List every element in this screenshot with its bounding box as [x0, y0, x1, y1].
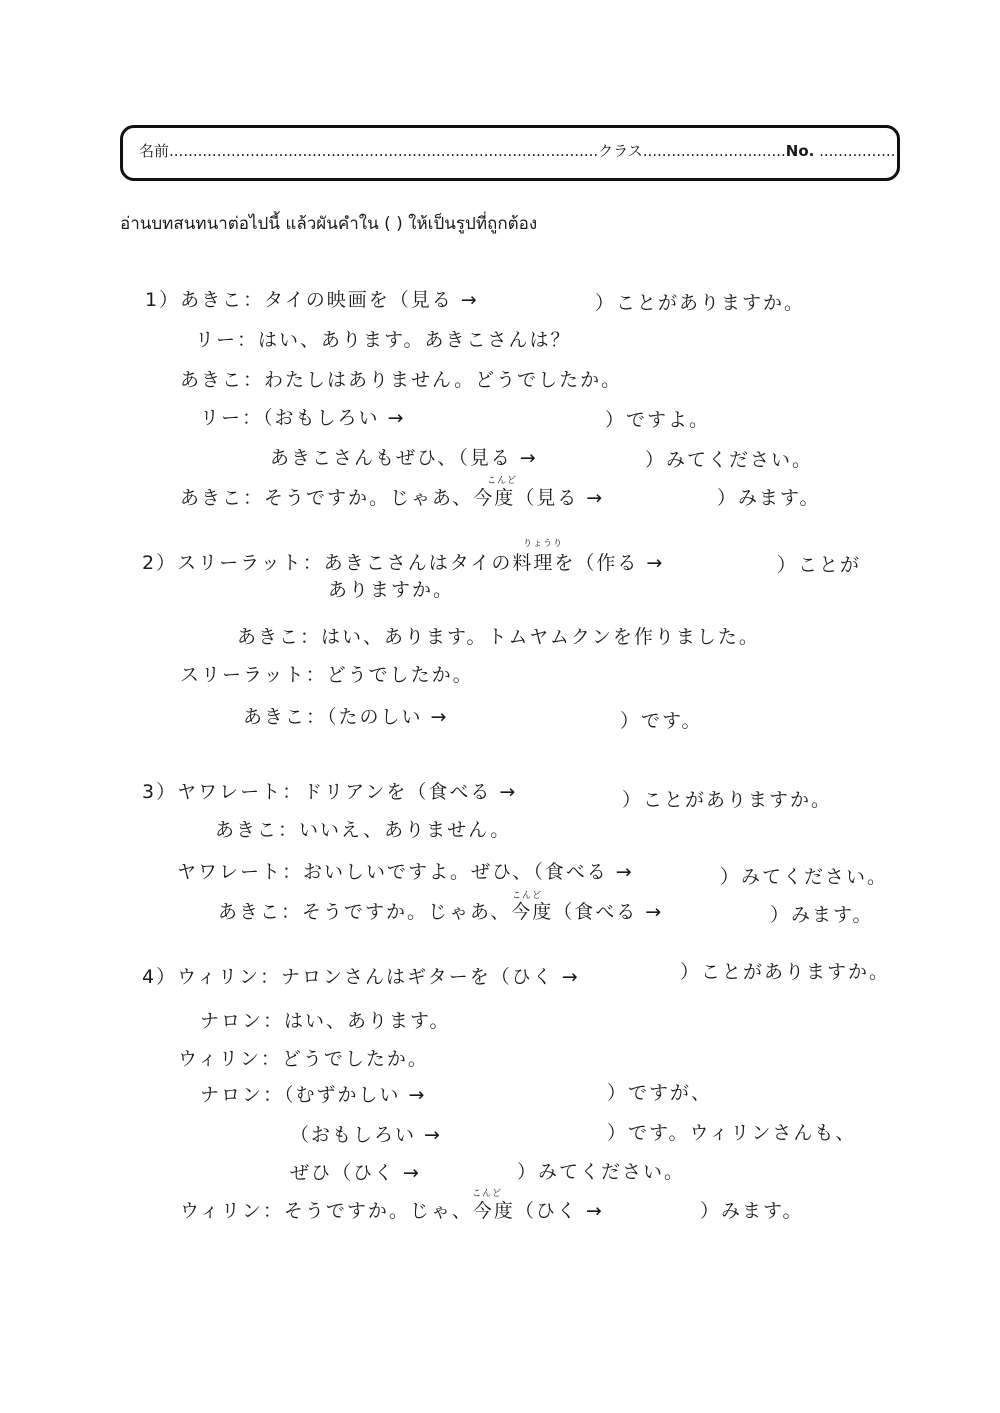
ex1-line6-prompt: あきこ：そうですか。じゃあ、今度（見る →: [180, 487, 605, 509]
ex3-line1-prompt: 3）ヤワレート：ドリアンを（食べる →: [142, 781, 518, 803]
ex4-line6-end: ）みてください。: [517, 1161, 686, 1183]
ex2-line1-prompt: 2）スリーラット：あきこさんはタイの料理を（作る →: [142, 552, 665, 574]
ex2-line4-prompt: あきこ：（たのしい →: [243, 706, 449, 728]
ex2-line3: スリーラット：どうでしたか。: [180, 664, 474, 686]
class-label: クラス: [598, 142, 643, 160]
ex4-line7-end: ）みます。: [700, 1200, 804, 1222]
ex2-line4-end: ）です。: [620, 710, 703, 732]
ex1-line1-end: ）ことがありますか。: [595, 292, 806, 314]
ex3-line2: あきこ：いいえ、ありません。: [215, 819, 512, 841]
ex3-line4-prompt: あきこ：そうですか。じゃあ、今度（食べる →: [218, 901, 664, 923]
ex1-line1-prompt: 1）あきこ：タイの映画を（見る →: [145, 289, 479, 311]
instruction: อ่านบทสนทนาต่อไปนี้ แล้วผันคำใน ( ) ให้เป็นรูปที่ถูกต้อง: [120, 214, 538, 234]
class-field[interactable]: ..............................: [642, 142, 786, 160]
ex4-line4-prompt: ナロン：（むずかしい →: [200, 1084, 427, 1106]
ex2-line2: あきこ：はい、あります。トムヤムクンを作りました。: [237, 626, 760, 648]
ex4-line4-end: ）ですが、: [607, 1082, 713, 1104]
ex4-line5-end: ）です。ウィリンさんも、: [607, 1122, 857, 1144]
ex1-line5-prompt: あきこさんもぜひ、（見る →: [270, 447, 538, 469]
ex2-line1-end: ）ことが: [777, 554, 862, 576]
ex3-line4-end: ）みます。: [770, 904, 874, 926]
ex4-line3: ウィリン：どうでしたか。: [178, 1048, 429, 1070]
ex4-line6-prompt: ぜひ（ひく →: [290, 1162, 421, 1184]
ex4-line5-prompt: （おもしろい →: [290, 1124, 442, 1146]
ex1-line2: リー：はい、あります。あきこさんは？: [195, 329, 572, 351]
ex2-furigana: りょうり: [523, 539, 564, 549]
ex3-line3-end: ）みてください。: [720, 866, 889, 888]
ex3-furigana: こんど: [512, 891, 543, 901]
ex1-line5-end: ）みてください。: [645, 449, 814, 471]
no-field[interactable]: .................: [819, 142, 901, 160]
ex4-line2: ナロン：はい、あります。: [200, 1010, 451, 1032]
name-label: 名前: [139, 142, 170, 160]
ex4-line1-prompt: 4）ウィリン：ナロンさんはギターを（ひく →: [142, 966, 580, 988]
ex4-furigana: こんど: [472, 1189, 503, 1199]
ex1-line4-end: ）ですよ。: [605, 409, 711, 431]
header-box: [120, 125, 900, 181]
no-label: No.: [785, 142, 815, 160]
ex3-line1-end: ）ことがありますか。: [622, 789, 833, 811]
ex1-furigana: こんど: [487, 476, 518, 486]
ex1-line6-end: ）みます。: [717, 487, 821, 509]
ex4-line7-prompt: ウィリン：そうですか。じゃ、今度（ひく →: [180, 1200, 604, 1222]
ex1-line3: あきこ：わたしはありません。どうでしたか。: [180, 369, 623, 391]
name-field[interactable]: ..........................................................................................: [169, 142, 599, 160]
header-line: [139, 140, 900, 161]
ex2-line1-cont: ありますか。: [328, 579, 455, 601]
ex1-line4-prompt: リー：（おもしろい →: [200, 407, 406, 429]
ex3-line3-prompt: ヤワレート：おいしいですよ。ぜひ、（食べる →: [177, 861, 634, 883]
ex4-line1-end: ）ことがありますか。: [680, 961, 891, 983]
